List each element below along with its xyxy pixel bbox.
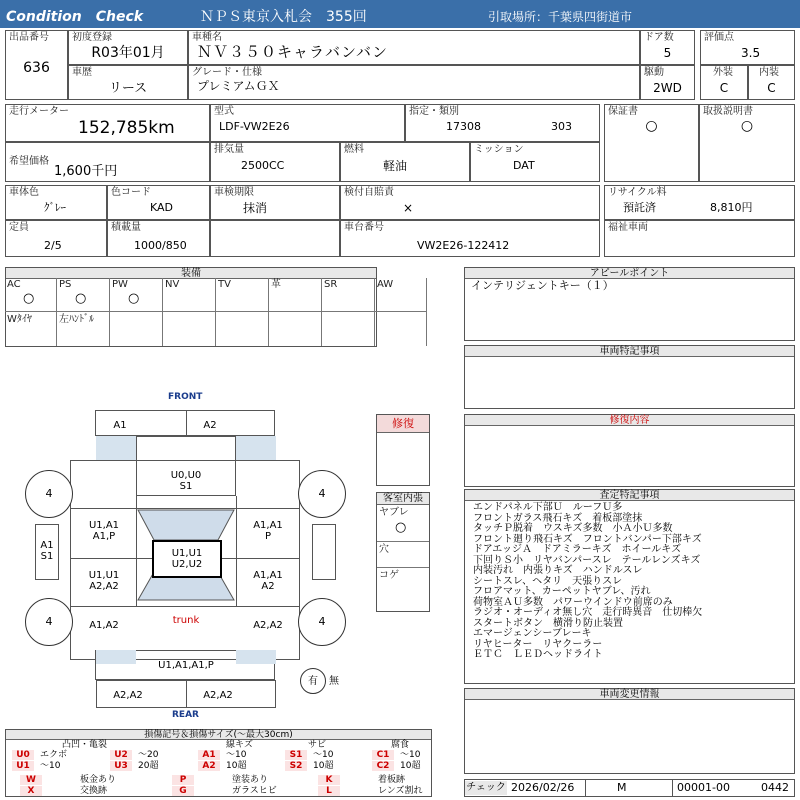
auction-name: ＮＰＳ東京入札会 355回	[200, 9, 367, 25]
tire-rear-right: 4	[298, 598, 346, 646]
tire-rear-left: 4	[25, 598, 73, 646]
interior-grade: 内装 C	[748, 65, 795, 100]
legend-desc: 交換跡	[80, 786, 108, 796]
legend-code: X	[20, 786, 42, 796]
legend-desc: レンズ割れ	[378, 786, 423, 796]
legend-code: U1	[12, 761, 34, 771]
legend-desc: 板金あり	[80, 775, 117, 785]
vehicle-change-section: 車両変更情報	[464, 688, 795, 774]
exterior-grade: 外装 C	[700, 65, 748, 100]
manual-cell: 取扱説明書 ○	[699, 104, 795, 182]
legend-code: A1	[198, 750, 220, 760]
inspection-line: 下回りＳ小 リヤバンパースレ テールレンズキズ	[473, 554, 701, 566]
legend-desc: ガラスヒビ	[232, 786, 277, 796]
legend-code: S2	[285, 761, 307, 771]
appeal-section: アピールポイント インテリジェントキー（１）	[464, 267, 795, 341]
mileage-cell: 走行メーター 152,785km	[5, 104, 210, 142]
designation-cell: 指定・類別 17308 303	[405, 104, 600, 142]
equipment-cell	[110, 312, 163, 346]
welfare-vehicle: 福祉車両	[604, 220, 795, 257]
inspection-expiry: 車検期限 抹消	[210, 185, 340, 220]
price-cell: 希望価格 1,600千円	[5, 142, 210, 182]
interior-lining: 客室内張 ヤブレ ○ 穴 コゲ	[376, 492, 430, 612]
equipment-cell: AC ○	[5, 278, 57, 312]
mileage: 152,785km	[78, 118, 175, 138]
chassis-number: 車台番号 VW2E26-122412	[340, 220, 600, 257]
warranty-cell: 保証書 ○	[604, 104, 699, 182]
legend-code: C2	[372, 761, 394, 771]
legend-desc: 10超	[313, 761, 334, 771]
legend-desc: 〜20	[138, 750, 159, 760]
equipment-cell: Wﾀｲﾔ	[5, 312, 57, 346]
grade: グレード・仕様 プレミアムＧＸ	[188, 65, 640, 100]
equipment-table: 装備	[5, 267, 377, 347]
equipment-cell: 左ﾊﾝﾄﾞﾙ	[57, 312, 110, 346]
legend-code: G	[172, 786, 194, 796]
repair-box: 修復	[376, 414, 430, 486]
door-count: ドア数 5	[640, 30, 695, 65]
first-registration: 初度登録 R03年01月	[68, 30, 188, 65]
model-cell: 型式 LDF-VW2E26	[210, 104, 405, 142]
inspection-line: リヤヒーター リヤクーラー	[473, 638, 603, 650]
inspection-line: タッチＰ脱着 ウスキズ多数 小Ａ小Ｕ多数	[473, 523, 673, 534]
legend-code: K	[318, 775, 340, 785]
legend-code: A2	[198, 761, 220, 771]
tire-front-right: 4	[298, 470, 346, 518]
inspection-line: 荷物室ＡＵ多数 パワーウインドウ前席のみ	[473, 596, 673, 608]
inspection-line: フロント廻り飛石キズ フロントバンパー下部キズ	[473, 533, 702, 545]
fuel-cell: 燃料 軽油	[340, 142, 470, 182]
lot-cell: 出品番号 636	[5, 30, 68, 100]
body-color: 車体色 ｸﾞﾚｰ	[5, 185, 107, 220]
inspection-line: エンドパネル下部Ｕ ルーフＵ多	[473, 502, 623, 513]
inspection-line: フロントガラス飛石キズ 着板部塗抹	[473, 512, 643, 524]
empty-cell	[210, 220, 340, 257]
lot-number: 636	[23, 60, 50, 76]
legend-code: C1	[372, 750, 394, 760]
legend-desc: エクボ	[40, 750, 68, 760]
damage-diagram: FRONT REAR 4 4 4 4 A1 A2 U0,U0 S1 U1,A1 A1,P A1,A1 P A1 S1 U1,U1 U2,U2 U1,U1 A2,A2 A1,A1 A2 A1,A2 A2,A2 trunk U1,A1,A1,P A2,A2 A2,A2 有 無	[0, 388, 370, 718]
legend-code: U3	[110, 761, 132, 771]
legend-code: U2	[110, 750, 132, 760]
legend-code: S1	[285, 750, 307, 760]
legend-code: P	[172, 775, 194, 785]
legend-desc: 着板跡	[378, 775, 406, 785]
right-mirror	[312, 524, 336, 580]
header-bar	[0, 0, 800, 28]
displacement-cell: 排気量 2500CC	[210, 142, 340, 182]
legend-code: U0	[12, 750, 34, 760]
insurance: 検付自賠責 ×	[340, 185, 600, 220]
vehicle-history: 車歴 リース	[68, 65, 188, 100]
equipment-cell: PS ○	[57, 278, 110, 312]
equipment-cell: SR	[322, 278, 375, 312]
inspection-lines	[473, 503, 702, 661]
drive: 駆動 2WD	[640, 65, 695, 100]
legend-desc: 塗装あり	[232, 775, 269, 785]
equipment-cell	[322, 312, 375, 346]
inspection-line: 内装汚れ 内張りキズ ハンドルスレ	[473, 565, 643, 576]
inspection-line: ＥＴＣ ＬＥＤヘッドライト	[473, 649, 603, 660]
capacity: 定員 2/5	[5, 220, 107, 257]
inspection-line: シートスレ、ヘタリ 天張りスレ	[473, 575, 623, 587]
check-row: チェック 2026/02/26 M 00001-00 0442	[464, 779, 795, 797]
legend-code: W	[20, 775, 42, 785]
color-code: 色コード KAD	[107, 185, 210, 220]
inspection-line: フロアマット、カーペットヤブレ、汚れ	[473, 586, 651, 597]
legend-code: L	[318, 786, 340, 796]
inspection-line: ドアエッジＡ ドアミラーキズ ホイールキズ	[473, 544, 682, 555]
tire-front-left: 4	[25, 470, 73, 518]
legend-desc: 〜10	[400, 750, 421, 760]
car-name: 車種名 ＮＶ３５０キャラバンバン	[188, 30, 640, 65]
price: 1,600千円	[54, 164, 118, 179]
equipment-cell	[375, 312, 427, 346]
legend-desc: 〜10	[40, 761, 61, 771]
transmission-cell: ミッション DAT	[470, 142, 600, 182]
equipment-cell	[269, 312, 322, 346]
pickup-location: 引取場所：千葉県四街道市	[488, 10, 633, 24]
inspection-line: ラジオ・オーディオ無し穴 走行時異音 仕切棒欠	[473, 607, 703, 618]
equipment-cell: 革	[269, 278, 322, 312]
legend-desc: 10超	[400, 761, 421, 771]
recycle-fee: リサイクル料 預託済 8,810円	[604, 185, 795, 220]
legend-desc: 10超	[226, 761, 247, 771]
load-capacity: 積載量 1000/850	[107, 220, 210, 257]
score: 評価点 3.5	[700, 30, 795, 65]
inspection-line: スタートボタン 横滑り防止装置	[473, 617, 623, 629]
equipment-cell: TV	[216, 278, 269, 312]
equipment-cell: PW ○	[110, 278, 163, 312]
inspection-notes-section: 査定特記事項 エンドパネル下部Ｕ ルーフＵ多 フロントガラス飛石キズ 着板部塗抹 タッチＰ脱着 ウスキズ多数 小Ａ小Ｕ多数 フロント廻り飛石キズ フロントバンパー下部キズ ドアエッジＡ ドアミラーキズ ホイールキズ 下回りＳ小 リヤバンパースレ テールレンズキズ 内装汚れ 内張りキズ ハンドルスレ シートスレ、ヘタリ 天張りスレ フロアマット、カーペットヤブレ、汚れ 荷物室ＡＵ多数 パワーウインドウ前席のみ ラジオ・オーディオ無し穴 走行時異音 仕切棒欠 スタートボタン 横滑り防止装置 エマージェンシーブレーキ リヤヒーター リヤクーラー ＥＴＣ ＬＥＤヘッドライト	[464, 489, 795, 684]
legend-desc: 〜10	[226, 750, 247, 760]
damage-legend: 損傷記号＆損傷サイズ(〜最大30cm) 凸凹・亀裂 線キズ サビ 腐食	[5, 729, 432, 797]
vehicle-notes-section: 車両特記事項	[464, 345, 795, 409]
repair-details-section: 修復内容	[464, 414, 795, 487]
equipment-cell: AW	[375, 278, 427, 312]
equipment-cell: NV	[163, 278, 216, 312]
inspection-line: エマージェンシーブレーキ	[473, 628, 592, 639]
legend-desc: 20超	[138, 761, 159, 771]
equipment-cell	[163, 312, 216, 346]
equipment-cell	[216, 312, 269, 346]
legend-desc: 〜10	[313, 750, 334, 760]
header-title: Condition Check	[6, 9, 144, 25]
